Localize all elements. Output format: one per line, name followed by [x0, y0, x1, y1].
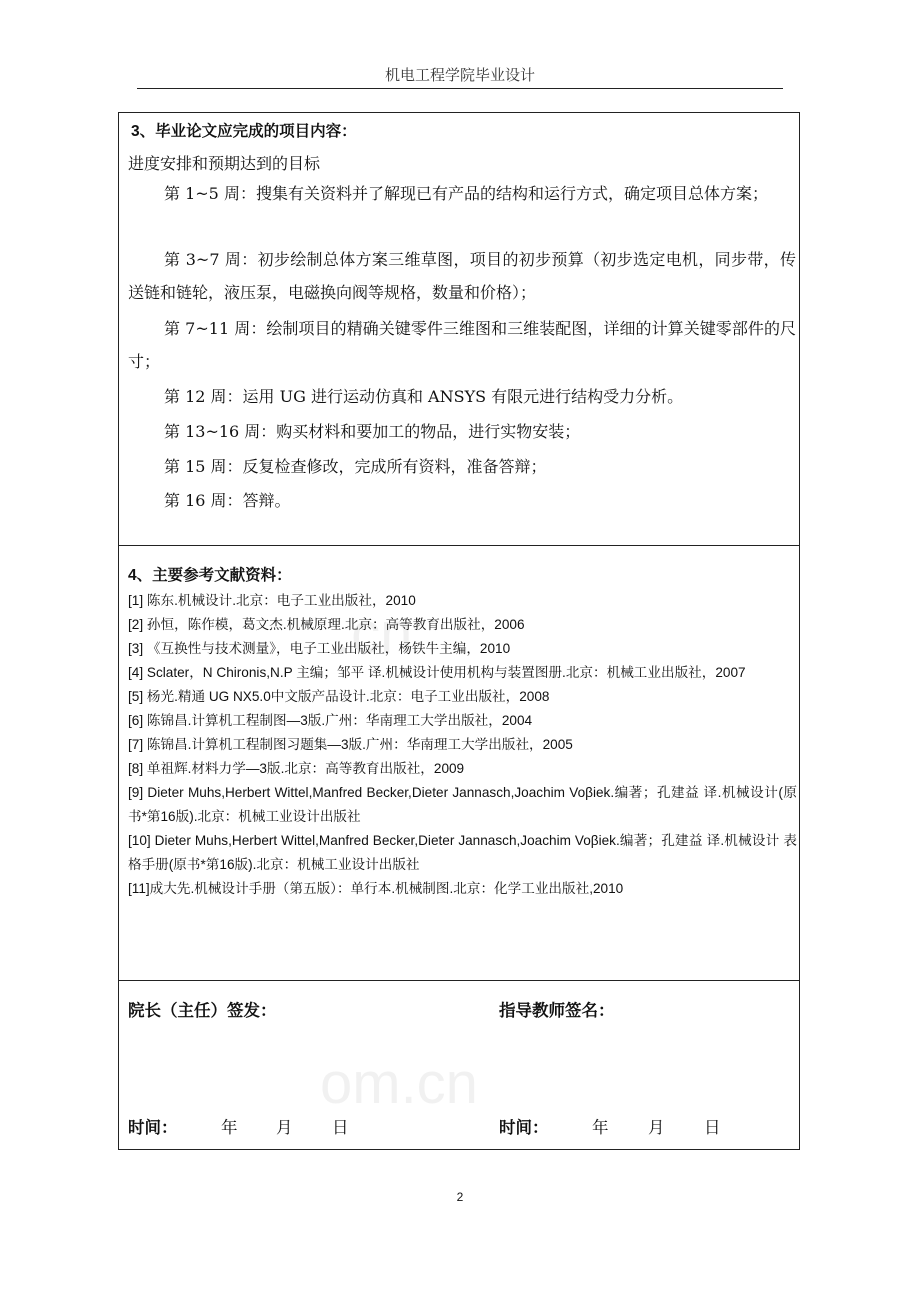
- reference-item: [1] 陈东.机械设计.北京：电子工业出版社，2010: [128, 593, 416, 608]
- section-divider: [119, 980, 799, 981]
- advisor-year-label: 年: [592, 1118, 609, 1137]
- header-rule: [137, 88, 783, 89]
- watermark: om.cn: [320, 1051, 478, 1116]
- page-number: 2: [456, 1190, 464, 1204]
- schedule-item: 第 12 周：运用 UG 进行运动仿真和 ANSYS 有限元进行结构受力分析。: [164, 387, 684, 406]
- reference-item: [11]成大先.机械设计手册（第五版）：单行本.机械制图.北京：化学工业出版社,2010: [128, 881, 624, 896]
- section4-title: 4、主要参考文献资料：: [128, 567, 292, 584]
- schedule-item: 第 1~5 周：搜集有关资料并了解现已有产品的结构和运行方式，确定项目总体方案；: [164, 184, 768, 203]
- advisor-month-label: 月: [648, 1118, 665, 1137]
- dean-month-label: 月: [276, 1118, 293, 1137]
- reference-item: [10] Dieter Muhs,Herbert Wittel,Manfred Becker,Dieter Jannasch,Joachim Voβiek.编著；孔建益 译.机械设计 表格手册(原书*第16版).北京：机械工业设计出版社: [128, 833, 797, 872]
- schedule-item: 第 7~11 周：绘制项目的精确关键零件三维图和三维装配图，详细的计算关键零部件的尺寸；: [128, 319, 796, 371]
- dean-day-label: 日: [332, 1118, 349, 1137]
- content-table: [118, 112, 800, 1150]
- reference-item: [2] 孙恒，陈作模，葛文杰.机械原理.北京：高等教育出版社，2006: [128, 617, 525, 632]
- reference-item: [3] 《互换性与技术测量》，电子工业出版社，杨铁牛主编，2010: [128, 641, 511, 656]
- dean-signature-label: 院长（主任）签发：: [128, 1002, 277, 1020]
- reference-item: [6] 陈锦昌.计算机工程制图—3版.广州：华南理工大学出版社，2004: [128, 713, 533, 728]
- advisor-signature-label: 指导教师签名：: [499, 1002, 615, 1020]
- page-header-title: 机电工程学院毕业设计: [384, 66, 535, 84]
- section3-subtitle: 进度安排和预期达到的目标: [128, 154, 321, 173]
- watermark: .cn: [335, 601, 413, 666]
- section3-title: 3、毕业论文应完成的项目内容：: [131, 123, 357, 140]
- reference-list: [128, 589, 797, 901]
- advisor-day-label: 日: [704, 1118, 721, 1137]
- reference-item: [5] 杨光.精通 UG NX5.0中文版产品设计.北京：电子工业出版社，2008: [128, 689, 550, 704]
- reference-item: [8] 单祖辉.材料力学—3版.北京：高等教育出版社，2009: [128, 761, 465, 776]
- schedule-item: 第 13~16 周：购买材料和要加工的物品，进行实物安装；: [164, 422, 581, 441]
- reference-item: [4] Sclater，N Chironis,N.P 主编；邹平 译.机械设计使用机构与装置图册.北京：机械工业出版社，2007: [128, 665, 746, 680]
- schedule-item: 第 3~7 周：初步绘制总体方案三维草图，项目的初步预算（初步选定电机，同步带，传送链和链轮，液压泵，电磁换向阀等规格，数量和价格）；: [128, 250, 796, 302]
- reference-item: [9] Dieter Muhs,Herbert Wittel,Manfred Becker,Dieter Jannasch,Joachim Voβiek.编著；孔建益 译.机械设计(原书*第16版).北京：机械工业设计出版社: [128, 785, 797, 824]
- schedule-item: 第 16 周：答辩。: [164, 491, 291, 510]
- schedule-item: 第 15 周：反复检查修改，完成所有资料，准备答辩；: [164, 457, 547, 476]
- dean-year-label: 年: [221, 1118, 238, 1137]
- dean-time-label: 时间：: [128, 1119, 178, 1137]
- reference-item: [7] 陈锦昌.计算机工程制图习题集—3版.广州：华南理工大学出版社，2005: [128, 737, 573, 752]
- section-divider: [119, 545, 799, 546]
- advisor-time-label: 时间：: [499, 1119, 549, 1137]
